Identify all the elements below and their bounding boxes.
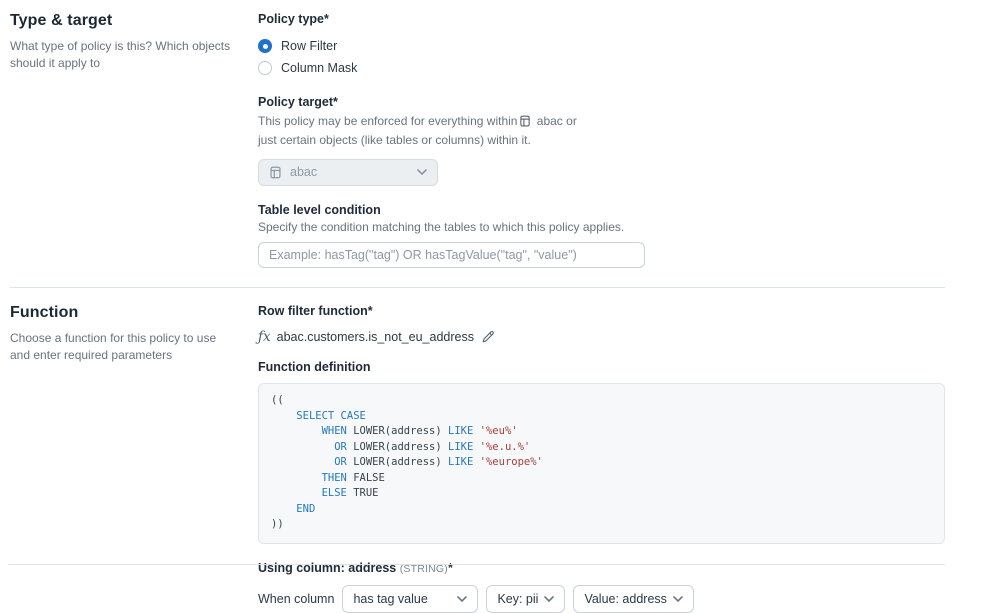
tag-condition-dropdown[interactable]: [342, 585, 478, 613]
tag-condition-value: has tag value: [353, 591, 428, 606]
section-divider: [10, 287, 945, 288]
tag-key-dropdown[interactable]: [486, 585, 565, 613]
row-filter-function-value-row: [258, 329, 945, 345]
radio-selected-icon[interactable]: [258, 39, 272, 53]
using-column-line: [258, 561, 945, 575]
row-filter-function-label: Row filter function*: [258, 304, 373, 319]
radio-column-mask-label: Column Mask: [281, 61, 358, 75]
when-column-row: [258, 585, 945, 613]
radio-row-filter-label: Row Filter: [281, 39, 338, 53]
policy-target-desc-part2: abac or: [533, 114, 577, 128]
function-fields: [258, 302, 945, 613]
table-level-condition-label: Table level condition: [258, 202, 381, 217]
radio-column-mask[interactable]: [258, 57, 945, 79]
policy-target-label: Policy target*: [258, 95, 338, 109]
function-definition-code: (( SELECT CASE WHEN LOWER(address) LIKE '%eu%' OR LOWER(address) LIKE '%e.u.%' OR LOWER(address) LIKE '%europe%' THEN FALSE ELSE TRUE END )): [258, 383, 945, 544]
policy-target-select[interactable]: [258, 159, 438, 186]
radio-unselected-icon[interactable]: [258, 61, 272, 75]
pencil-icon[interactable]: [481, 330, 495, 344]
tag-value-dropdown[interactable]: [573, 585, 693, 613]
chevron-down-icon: [417, 169, 427, 175]
when-column-label: When column: [258, 591, 335, 606]
policy-target-desc-line2: just certain objects (like tables or columns) within it.: [258, 132, 531, 147]
policy-type-radio-group: [258, 35, 945, 79]
section-type-target: [10, 10, 1000, 268]
section-title-function: Function: [10, 304, 79, 322]
chevron-down-icon: [544, 596, 554, 602]
fx-icon: ƒx: [258, 329, 271, 346]
policy-target-select-value: abac: [290, 165, 318, 180]
chevron-down-icon: [673, 596, 683, 602]
table-level-condition-desc: Specify the condition matching the tables to which this policy applies.: [258, 219, 625, 234]
section-function: [10, 302, 1000, 613]
tag-key-value: Key: pii: [497, 591, 539, 606]
policy-target-desc: [258, 113, 945, 149]
radio-row-filter[interactable]: [258, 35, 945, 57]
table-icon: [519, 115, 531, 132]
using-column-required: *: [447, 560, 453, 575]
table-level-condition-input[interactable]: [258, 242, 645, 268]
policy-type-label: Policy type*: [258, 12, 329, 26]
type-target-fields: [258, 10, 945, 268]
table-icon: [269, 166, 282, 179]
section-desc-function: Choose a function for this policy to use and enter required parameters: [10, 331, 217, 362]
bottom-divider: [8, 564, 945, 565]
using-column-type: (STRING): [399, 562, 448, 575]
using-column-label: Using column: address: [258, 560, 400, 575]
chevron-down-icon: [457, 596, 467, 602]
function-definition-label: Function definition: [258, 360, 371, 375]
policy-target-desc-part1: This policy may be enforced for everything within: [258, 114, 518, 128]
section-title-type-target: Type & target: [10, 12, 113, 29]
section-desc-type-target: What type of policy is this? Which objects should it apply to: [10, 39, 231, 70]
row-filter-function-value: abac.customers.is_not_eu_address: [276, 330, 474, 345]
tag-value-value: Value: address: [584, 591, 667, 606]
function-intro: [10, 302, 258, 363]
type-target-intro: [10, 10, 258, 71]
